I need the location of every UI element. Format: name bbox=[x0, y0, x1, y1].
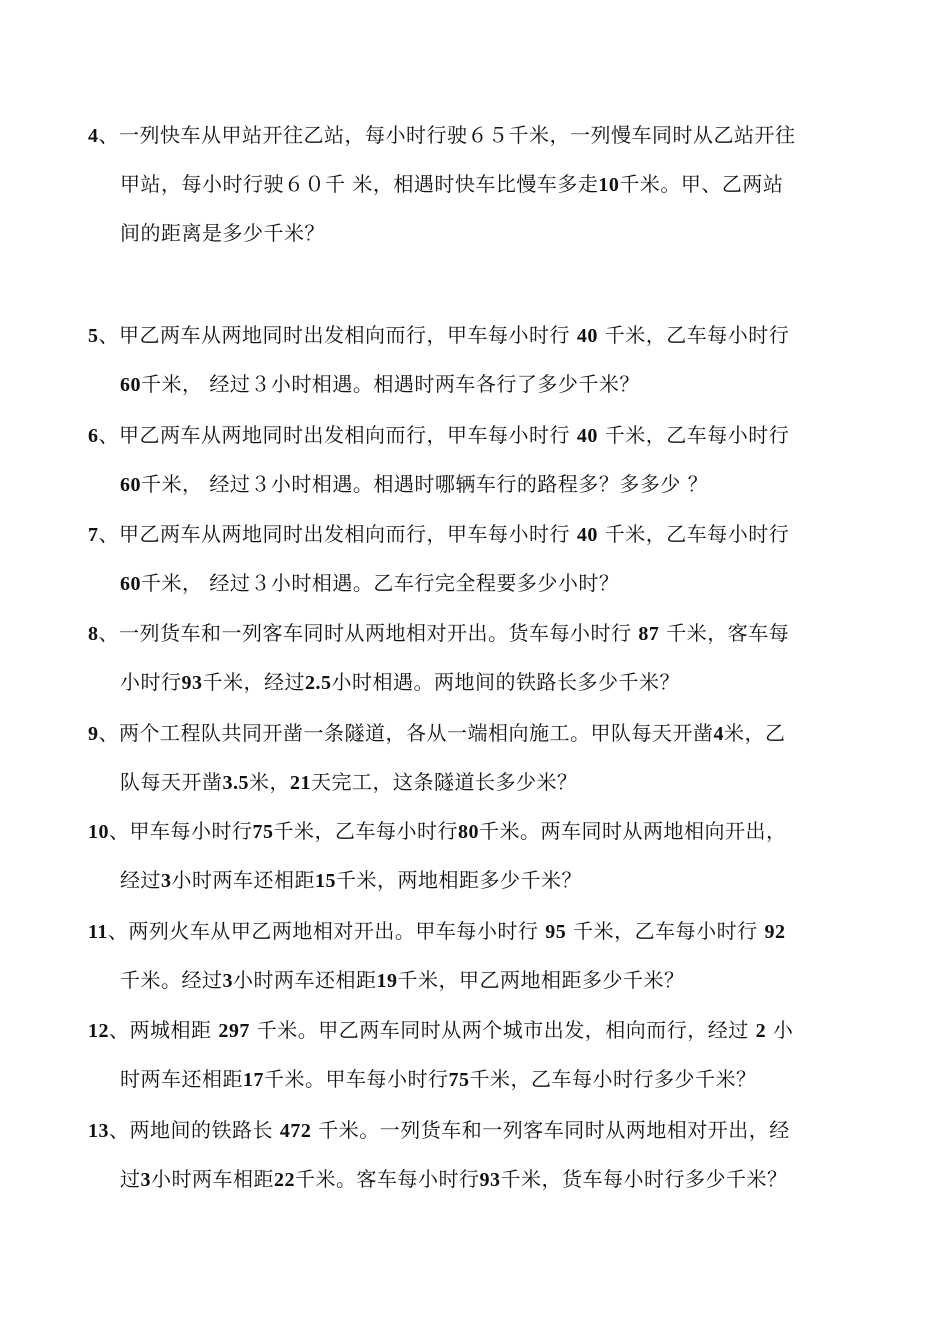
problem-9 bbox=[88, 709, 863, 807]
problem-text: 千米，甲乙两地相距多少千米？ bbox=[397, 968, 685, 992]
problem-number: 9 bbox=[88, 723, 99, 745]
problem-line bbox=[88, 758, 863, 807]
problem-value: 3 bbox=[222, 970, 233, 992]
problem-value: 75 bbox=[448, 1069, 470, 1091]
problem-text: 千米。两车同时从两地相向开出， bbox=[479, 819, 787, 843]
problem-value: 2 bbox=[755, 1020, 767, 1042]
problem-text: 、甲车每小时行 bbox=[109, 819, 253, 843]
problem-text: 米，乙 bbox=[724, 721, 786, 745]
problem-number: 10 bbox=[88, 821, 109, 843]
problem-text: 千米。客车每小时行 bbox=[295, 1167, 480, 1191]
problem-value: 15 bbox=[315, 870, 336, 892]
problem-11 bbox=[88, 907, 863, 1005]
problem-number: 6 bbox=[88, 425, 99, 447]
problem-value: 80 bbox=[458, 821, 479, 843]
problem-value: 95 bbox=[545, 921, 567, 943]
problem-text: 千米。甲乙两车同时从两个城市出发，相向而行，经过 bbox=[249, 1018, 756, 1042]
problem-text: 间的距离是多少千米？ bbox=[120, 221, 325, 245]
problem-value: 93 bbox=[479, 1169, 501, 1191]
problem-number: 4 bbox=[88, 125, 99, 147]
problem-number: 7 bbox=[88, 524, 99, 546]
problem-line bbox=[88, 1155, 863, 1204]
problem-text: 、两列火车从甲乙两地相对开出。甲车每小时行 bbox=[107, 919, 546, 943]
problem-text: 千米， 经过３小时相遇。相遇时哪辆车行的路程多？多多少 ？ bbox=[141, 472, 709, 496]
problem-8 bbox=[88, 609, 863, 707]
problem-line bbox=[88, 609, 863, 658]
problem-line bbox=[88, 1106, 863, 1155]
problem-text: 小时两车相距 bbox=[151, 1167, 274, 1191]
problem-text: 天完工，这条隧道长多少米？ bbox=[311, 770, 578, 794]
problem-13 bbox=[88, 1106, 863, 1204]
problem-line bbox=[88, 856, 863, 905]
problem-number: 12 bbox=[88, 1020, 109, 1042]
problem-text: 、两个工程队共同开凿一条隧道，各从一端相向施工。甲队每天开凿 bbox=[98, 721, 714, 745]
problem-line bbox=[88, 907, 863, 956]
problem-text: 千米。一列货车和一列客车同时从两地相对开出，经 bbox=[311, 1118, 790, 1142]
problem-text: 小时两车还相距 bbox=[171, 868, 315, 892]
problem-text: 米， bbox=[249, 770, 290, 794]
problem-text: 、甲乙两车从两地同时出发相向而行，甲车每小时行 bbox=[98, 423, 577, 447]
problem-text: 、甲乙两车从两地同时出发相向而行，甲车每小时行 bbox=[98, 323, 577, 347]
problem-line bbox=[88, 411, 863, 460]
problem-line bbox=[88, 956, 863, 1005]
problem-12 bbox=[88, 1006, 863, 1104]
problem-text: 、两地间的铁路长 bbox=[109, 1118, 280, 1142]
problem-value: 93 bbox=[181, 672, 203, 694]
problem-text: 、一列货车和一列客车同时从两地相对开出。货车每小时行 bbox=[98, 621, 639, 645]
problem-value: 472 bbox=[279, 1120, 312, 1142]
problem-text: 千米，货车每小时行多少千米？ bbox=[500, 1167, 788, 1191]
problem-text: 、两城相距 bbox=[109, 1018, 219, 1042]
problem-10 bbox=[88, 807, 863, 905]
problem-line bbox=[88, 510, 863, 559]
problem-line bbox=[88, 1055, 863, 1104]
problem-text: 小时相遇。两地间的铁路长多少千米？ bbox=[331, 670, 680, 694]
problem-line bbox=[88, 559, 863, 608]
problem-line bbox=[88, 807, 863, 856]
problem-value: 19 bbox=[376, 970, 398, 992]
problem-value: 75 bbox=[252, 821, 274, 843]
problem-text: 千米。甲、乙两站 bbox=[619, 172, 784, 196]
problem-value: 297 bbox=[218, 1020, 250, 1042]
problem-value: 4 bbox=[713, 723, 724, 745]
problem-value: 92 bbox=[764, 921, 786, 943]
problem-number: 13 bbox=[88, 1120, 109, 1142]
problem-text: 千米，乙车每小时行 bbox=[273, 819, 458, 843]
problem-number: 5 bbox=[88, 325, 99, 347]
problem-text: 经过 bbox=[120, 868, 161, 892]
problem-value: 3 bbox=[161, 870, 172, 892]
problem-text: 千米， 经过３小时相遇。相遇时两车各行了多少千米？ bbox=[141, 372, 640, 396]
problem-5 bbox=[88, 311, 863, 409]
problem-text: 千米，两地相距多少千米？ bbox=[336, 868, 582, 892]
problem-line bbox=[88, 460, 863, 509]
problem-text: 甲站，每小时行驶６０千 米，相遇时快车比慢车多走 bbox=[120, 172, 599, 196]
problem-value: 60 bbox=[120, 374, 141, 396]
problem-line bbox=[88, 360, 863, 409]
problem-text: 千米，乙车每小时行 bbox=[597, 522, 790, 546]
problem-text: 队每天开凿 bbox=[120, 770, 223, 794]
problem-text: 千米，经过 bbox=[202, 670, 305, 694]
problem-line bbox=[88, 111, 863, 160]
problem-text: 千米，乙车每小时行 bbox=[597, 323, 790, 347]
problem-6 bbox=[88, 411, 863, 509]
problem-text: 千米，乙车每小时行多少千米？ bbox=[469, 1067, 757, 1091]
problem-number: 11 bbox=[88, 921, 108, 943]
problem-value: 3.5 bbox=[222, 772, 249, 794]
problem-text: 过 bbox=[120, 1167, 141, 1191]
problem-value: 10 bbox=[598, 174, 620, 196]
problem-text: 千米， 经过３小时相遇。乙车行完全程要多少小时？ bbox=[141, 571, 620, 595]
problem-text: 小 bbox=[766, 1018, 794, 1042]
problem-4 bbox=[88, 111, 863, 258]
problem-text: 千米，客车每 bbox=[659, 621, 790, 645]
problem-value: 3 bbox=[140, 1169, 151, 1191]
problem-value: 21 bbox=[290, 772, 311, 794]
problem-number: 8 bbox=[88, 623, 99, 645]
problem-value: 22 bbox=[274, 1169, 295, 1191]
problem-line bbox=[88, 709, 863, 758]
problem-value: 60 bbox=[120, 474, 141, 496]
problem-line bbox=[88, 1006, 863, 1055]
problem-value: 40 bbox=[576, 325, 598, 347]
problem-value: 40 bbox=[576, 524, 598, 546]
problem-line bbox=[88, 209, 863, 258]
problem-7 bbox=[88, 510, 863, 608]
problem-line bbox=[88, 160, 863, 209]
problem-line bbox=[88, 311, 863, 360]
problem-text: 小时两车还相距 bbox=[233, 968, 377, 992]
problem-value: 2.5 bbox=[305, 672, 332, 694]
problem-text: 、甲乙两车从两地同时出发相向而行，甲车每小时行 bbox=[98, 522, 577, 546]
problem-text: 、一列快车从甲站开往乙站，每小时行驶６５千米，一列慢车同时从乙站开往 bbox=[98, 123, 796, 147]
problem-text: 千米，乙车每小时行 bbox=[597, 423, 790, 447]
problem-text: 千米，乙车每小时行 bbox=[566, 919, 765, 943]
problem-text: 小时行 bbox=[120, 670, 182, 694]
problem-line bbox=[88, 658, 863, 707]
problem-text: 千米。经过 bbox=[120, 968, 223, 992]
problem-value: 87 bbox=[638, 623, 660, 645]
problem-value: 40 bbox=[576, 425, 598, 447]
problem-text: 千米。甲车每小时行 bbox=[264, 1067, 449, 1091]
problem-text: 时两车还相距 bbox=[120, 1067, 243, 1091]
problem-value: 17 bbox=[243, 1069, 264, 1091]
problem-value: 60 bbox=[120, 573, 141, 595]
